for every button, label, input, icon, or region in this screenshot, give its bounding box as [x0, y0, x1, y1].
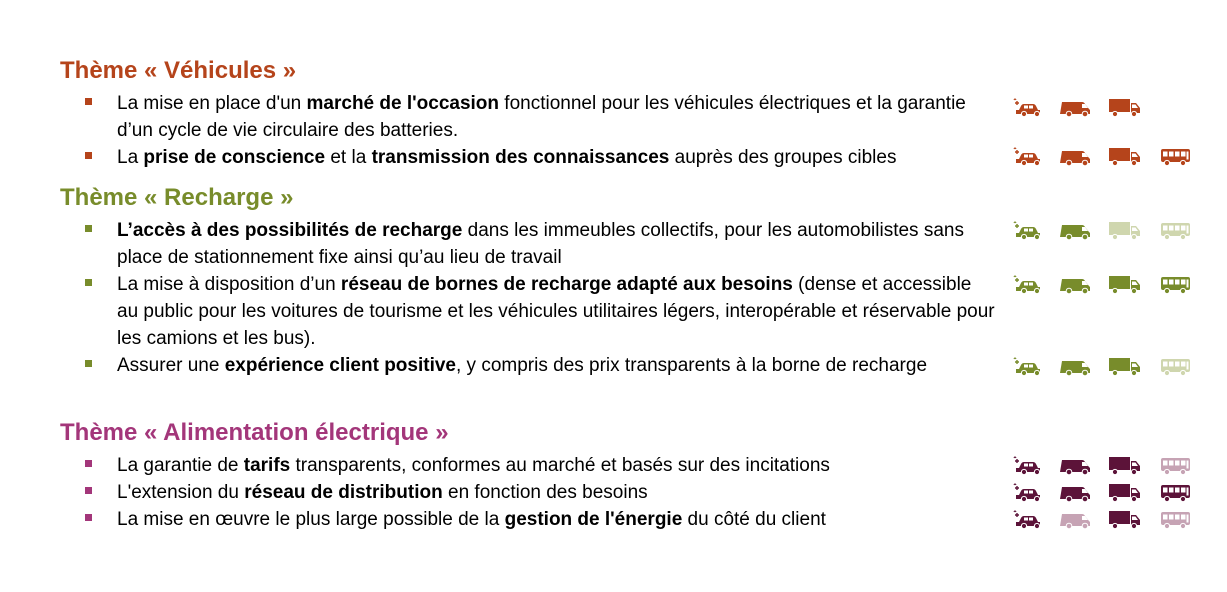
- item-text: [117, 144, 997, 171]
- truck-icon: [1108, 455, 1140, 475]
- item-text: [117, 217, 997, 271]
- bold-text-run: réseau de bornes de recharge adapté aux besoins: [340, 274, 793, 295]
- bold-text-run: marché de l'occasion: [306, 93, 500, 114]
- text-run: Assurer une: [117, 355, 225, 376]
- bold-text-run: transmission des connaissances: [371, 147, 670, 168]
- bus-icon: [1160, 455, 1192, 475]
- bus-icon: [1160, 146, 1192, 166]
- vehicle-icons: [1013, 356, 1203, 376]
- van-icon: [1060, 356, 1092, 376]
- vehicle-icons: [1013, 455, 1203, 475]
- bullet-marker: [85, 279, 92, 286]
- van-icon: [1060, 509, 1092, 529]
- truck-icon: [1108, 482, 1140, 502]
- bullet-marker: [85, 487, 92, 494]
- item-text: [117, 271, 997, 352]
- bullet-marker: [85, 514, 92, 521]
- bullet-marker: [85, 460, 92, 467]
- text-run: , y compris des prix transparents à la borne de recharge: [456, 355, 928, 376]
- theme-heading-vehicules: Thème « Véhicules »: [60, 57, 297, 84]
- van-icon: [1060, 220, 1092, 240]
- bold-text-run: L’accès à des possibilités de recharge: [117, 220, 463, 241]
- theme-heading-alimentation: Thème « Alimentation électrique »: [60, 419, 449, 446]
- car-icon: [1013, 97, 1045, 117]
- truck-icon: [1108, 356, 1140, 376]
- car-icon: [1013, 509, 1045, 529]
- car-icon: [1013, 482, 1045, 502]
- text-run: La mise en place d'un: [117, 93, 307, 114]
- text-run: en fonction des besoins: [442, 482, 648, 503]
- text-run: fonctionnel pour les véhicules électriques et la garantie d’un cycle de vie circulaire des batteries.: [117, 93, 966, 141]
- vehicle-icons: [1013, 97, 1203, 117]
- bold-text-run: expérience client positive: [224, 355, 456, 376]
- bold-text-run: gestion de l'énergie: [504, 509, 683, 530]
- text-run: transparents, conformes au marché et basés sur des incitations: [290, 455, 830, 476]
- bullet-marker: [85, 152, 92, 159]
- text-run: auprès des groupes cibles: [669, 147, 897, 168]
- truck-icon: [1108, 146, 1140, 166]
- bus-icon: [1160, 509, 1192, 529]
- car-icon: [1013, 274, 1045, 294]
- bullet-marker: [85, 225, 92, 232]
- van-icon: [1060, 146, 1092, 166]
- text-run: et la: [325, 147, 372, 168]
- bus-icon: [1160, 220, 1192, 240]
- text-run: du côté du client: [682, 509, 826, 530]
- vehicle-icons: [1013, 146, 1203, 166]
- bold-text-run: réseau de distribution: [244, 482, 443, 503]
- car-icon: [1013, 356, 1045, 376]
- bus-icon: [1160, 482, 1192, 502]
- bus-icon: [1160, 356, 1192, 376]
- van-icon: [1060, 482, 1092, 502]
- text-run: L'extension du: [117, 482, 245, 503]
- bullet-marker: [85, 98, 92, 105]
- theme-heading-recharge: Thème « Recharge »: [60, 184, 294, 211]
- bullet-marker: [85, 360, 92, 367]
- bus-icon: [1160, 274, 1192, 294]
- vehicle-icons: [1013, 274, 1203, 294]
- truck-icon: [1108, 274, 1140, 294]
- item-text: [117, 506, 997, 533]
- bold-text-run: prise de conscience: [143, 147, 326, 168]
- truck-icon: [1108, 97, 1140, 117]
- van-icon: [1060, 455, 1092, 475]
- vehicle-icons: [1013, 482, 1203, 502]
- text-run: La mise à disposition d’un: [117, 274, 341, 295]
- item-text: [117, 479, 997, 506]
- vehicle-icons: [1013, 509, 1203, 529]
- item-text: [117, 90, 997, 144]
- car-icon: [1013, 455, 1045, 475]
- item-text: [117, 452, 997, 479]
- truck-icon: [1108, 509, 1140, 529]
- text-run: dans les immeubles collectifs, pour les automobilistes sans place de stationnement fixe ainsi qu’au lieu de travail: [117, 220, 964, 268]
- text-run: La: [117, 147, 144, 168]
- text-run: La mise en œuvre le plus large possible de la: [117, 509, 505, 530]
- bold-text-run: tarifs: [243, 455, 291, 476]
- vehicle-icons: [1013, 220, 1203, 240]
- text-run: La garantie de: [117, 455, 244, 476]
- truck-icon: [1108, 220, 1140, 240]
- text-run: (dense et accessible au public pour les voitures de tourisme et les véhicules utilitaires légers, interopérable et réservable pour les camions et les bus).: [117, 274, 995, 349]
- van-icon: [1060, 97, 1092, 117]
- van-icon: [1060, 274, 1092, 294]
- car-icon: [1013, 146, 1045, 166]
- car-icon: [1013, 220, 1045, 240]
- item-text: [117, 352, 997, 379]
